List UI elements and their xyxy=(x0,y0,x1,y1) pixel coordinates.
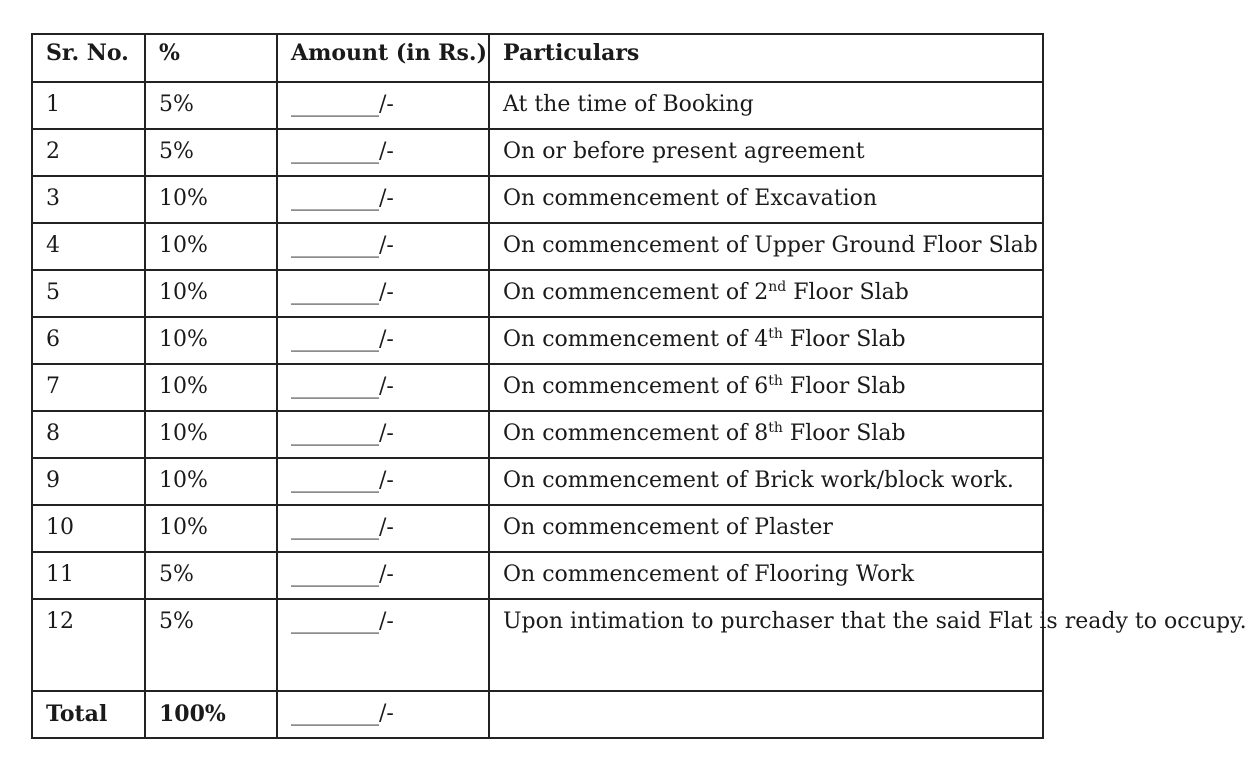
row-percent: 10% xyxy=(145,317,277,364)
particular-text: Floor Slab xyxy=(782,327,906,352)
table-row xyxy=(32,552,1043,599)
row-sr: 7 xyxy=(32,364,145,411)
particular-text: On commencement of 4 xyxy=(503,327,769,352)
row-sr: 2 xyxy=(32,129,145,176)
ordinal-suffix: nd xyxy=(768,279,787,295)
row-sr: 10 xyxy=(32,505,145,552)
row-percent: 10% xyxy=(145,505,277,552)
row-particular: On commencement of Brick work/block work. xyxy=(489,458,1043,505)
row-sr: 4 xyxy=(32,223,145,270)
ordinal-suffix: th xyxy=(768,373,783,389)
row-particular: Upon intimation to purchaser that the said Flat is ready to occupy. xyxy=(489,599,1043,691)
table-row xyxy=(32,129,1043,176)
table-row xyxy=(32,223,1043,270)
row-amount: ________/- xyxy=(277,223,489,270)
row-particular xyxy=(489,317,1043,364)
row-amount: ________/- xyxy=(277,317,489,364)
particular-text: Floor Slab xyxy=(782,421,906,446)
row-percent: 10% xyxy=(145,364,277,411)
row-amount: ________/- xyxy=(277,411,489,458)
ordinal-suffix: th xyxy=(768,420,783,436)
row-sr: 1 xyxy=(32,82,145,129)
row-sr: 8 xyxy=(32,411,145,458)
row-amount: ________/- xyxy=(277,599,489,691)
row-particular xyxy=(489,270,1043,317)
particular-text: Floor Slab xyxy=(782,374,906,399)
row-particular: On commencement of Plaster xyxy=(489,505,1043,552)
row-particular: On commencement of Excavation xyxy=(489,176,1043,223)
table-row xyxy=(32,317,1043,364)
row-percent: 5% xyxy=(145,82,277,129)
row-percent: 5% xyxy=(145,599,277,691)
row-percent: 10% xyxy=(145,458,277,505)
row-percent: 10% xyxy=(145,223,277,270)
table-row xyxy=(32,364,1043,411)
row-percent: 10% xyxy=(145,270,277,317)
row-amount: ________/- xyxy=(277,364,489,411)
header-percent: % xyxy=(145,34,277,82)
row-particular xyxy=(489,364,1043,411)
row-particular: On or before present agreement xyxy=(489,129,1043,176)
row-sr: 3 xyxy=(32,176,145,223)
total-label: Total xyxy=(32,691,145,738)
particular-text: Floor Slab xyxy=(786,280,909,305)
row-particular: On commencement of Flooring Work xyxy=(489,552,1043,599)
table-row xyxy=(32,505,1043,552)
total-row xyxy=(32,691,1043,738)
total-percent: 100% xyxy=(145,691,277,738)
row-percent: 10% xyxy=(145,176,277,223)
particular-text: On commencement of 8 xyxy=(503,421,769,446)
row-percent: 10% xyxy=(145,411,277,458)
table-row xyxy=(32,176,1043,223)
row-percent: 5% xyxy=(145,552,277,599)
table-row xyxy=(32,599,1043,691)
table-row xyxy=(32,270,1043,317)
payment-schedule-table xyxy=(31,33,1247,739)
total-amount: ________/- xyxy=(277,691,489,738)
row-amount: ________/- xyxy=(277,176,489,223)
row-sr: 5 xyxy=(32,270,145,317)
row-particular: On commencement of Upper Ground Floor Slab xyxy=(489,223,1043,270)
row-sr: 9 xyxy=(32,458,145,505)
row-percent: 5% xyxy=(145,129,277,176)
particular-text: On commencement of 6 xyxy=(503,374,769,399)
row-sr: 11 xyxy=(32,552,145,599)
table-row xyxy=(32,411,1043,458)
table-row xyxy=(32,458,1043,505)
row-particular xyxy=(489,411,1043,458)
row-amount: ________/- xyxy=(277,270,489,317)
row-amount: ________/- xyxy=(277,82,489,129)
row-amount: ________/- xyxy=(277,505,489,552)
total-empty-cell xyxy=(489,691,1043,738)
header-sr-no: Sr. No. xyxy=(32,34,145,82)
row-sr: 12 xyxy=(32,599,145,691)
particular-text: On commencement of 2 xyxy=(503,280,769,305)
header-amount: Amount (in Rs.) xyxy=(277,34,489,82)
row-amount: ________/- xyxy=(277,129,489,176)
header-particulars: Particulars xyxy=(489,34,1043,82)
ordinal-suffix: th xyxy=(768,326,783,342)
table-row xyxy=(32,82,1043,129)
table-header-row xyxy=(32,34,1043,82)
row-amount: ________/- xyxy=(277,458,489,505)
row-sr: 6 xyxy=(32,317,145,364)
row-particular: At the time of Booking xyxy=(489,82,1043,129)
row-amount: ________/- xyxy=(277,552,489,599)
